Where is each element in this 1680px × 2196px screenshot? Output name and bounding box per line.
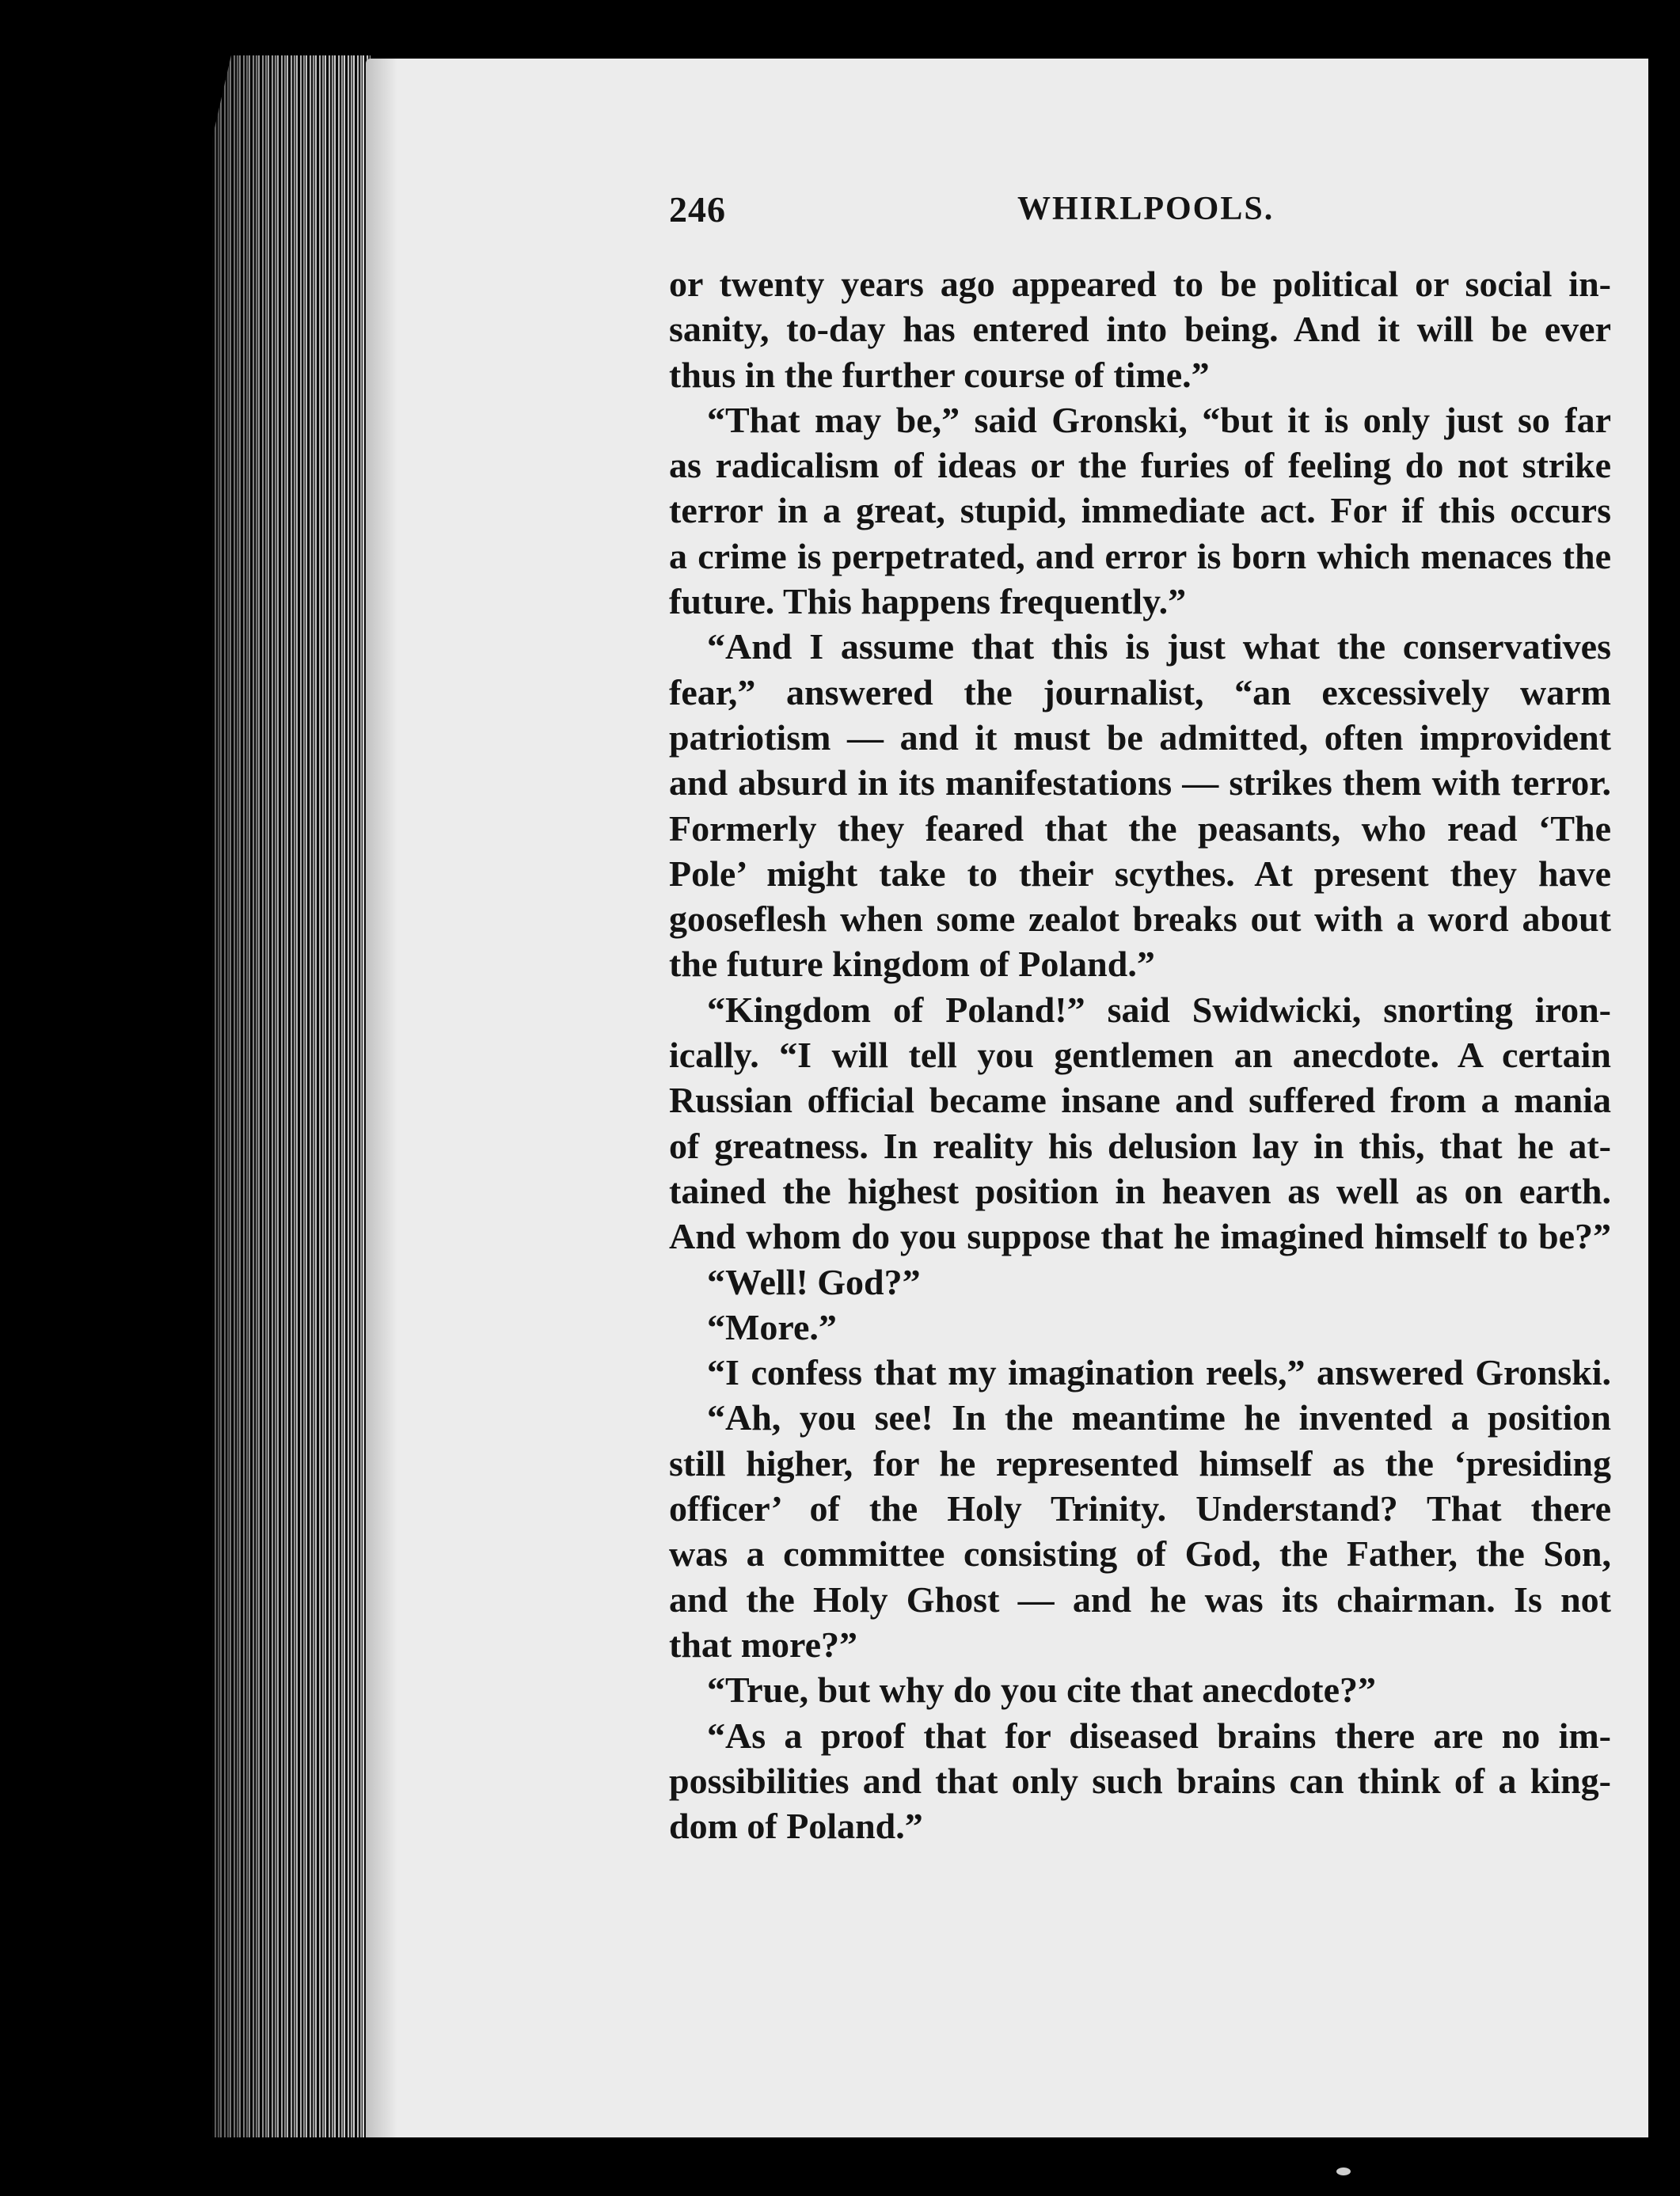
text-line: sanity, to-day has entered into being. And it will be ever [669, 309, 1611, 350]
text-line: “I confess that my imagination reels,” answered Gronski. [707, 1352, 1611, 1393]
text-line: “Kingdom of Poland!” said Swidwicki, snorting iron- [707, 989, 1611, 1030]
gutter-shadow [366, 59, 397, 2137]
text-line: fear,” answered the journalist, “an excessively warm [669, 671, 1611, 712]
text-line: was a committee consisting of God, the Father, the Son, [669, 1533, 1611, 1575]
text-line: still higher, for he represented himself as the ‘presiding [669, 1442, 1611, 1484]
text-line: of greatness. In reality his delusion lay in this, that he at- [669, 1125, 1611, 1166]
text-line: Russian official became insane and suffered from a mania [669, 1080, 1611, 1121]
body-text [669, 261, 1611, 1848]
text-line: a crime is perpetrated, and error is born which menaces the [669, 535, 1611, 576]
text-line: Formerly they feared that the peasants, who read ‘The [669, 807, 1611, 849]
text-line: “True, but why do you cite that anecdote?” [707, 1670, 1377, 1711]
text-line: gooseflesh when some zealot breaks out with a word about [669, 899, 1611, 940]
text-line: ically. “I will tell you gentlemen an anecdote. A certain [669, 1035, 1611, 1076]
text-line: possibilities and that only such brains can think of a king- [669, 1760, 1611, 1801]
text-line: “Well! God?” [707, 1261, 921, 1302]
text-line: “Ah, you see! In the meantime he invented a position [707, 1397, 1611, 1438]
text-line: “As a proof that for diseased brains there are no im- [707, 1715, 1611, 1756]
text-line: “That may be,” said Gronski, “but it is only just so far [707, 399, 1611, 440]
page-edges-shadow [212, 55, 371, 2137]
text-line: officer’ of the Holy Trinity. Understand? That there [669, 1488, 1611, 1529]
text-line: and absurd in its manifestations — strikes them with terror. [669, 762, 1611, 804]
text-line: dom of Poland.” [669, 1806, 923, 1847]
text-line: that more?” [669, 1624, 858, 1665]
text-line: “And I assume that this is just what the conservatives [707, 626, 1611, 667]
text-line: “More.” [707, 1306, 837, 1347]
text-line: and the Holy Ghost — and he was its chairman. Is not [669, 1579, 1611, 1620]
text-line: the future kingdom of Poland.” [669, 944, 1155, 985]
text-line: terror in a great, stupid, immediate act. For if this occurs [669, 490, 1611, 531]
running-header [669, 188, 1591, 244]
running-title: WHIRLPOOLS. [1017, 191, 1275, 227]
text-line: or twenty years ago appeared to be political or social in- [669, 264, 1611, 304]
text-line: thus in the further course of time.” [669, 354, 1210, 395]
text-line: Pole’ might take to their scythes. At present they have [669, 853, 1611, 894]
text-line: And whom do you suppose that he imagined himself to be?” [669, 1216, 1611, 1257]
page-number: 246 [669, 189, 726, 230]
text-line: future. This happens frequently.” [669, 581, 1187, 622]
text-line: patriotism — and it must be admitted, often improvident [669, 716, 1611, 758]
text-line: as radicalism of ideas or the furies of feeling do not strike [669, 445, 1611, 486]
text-line: tained the highest position in heaven as well as on earth. [669, 1170, 1611, 1211]
scan-speck [1336, 2168, 1351, 2175]
